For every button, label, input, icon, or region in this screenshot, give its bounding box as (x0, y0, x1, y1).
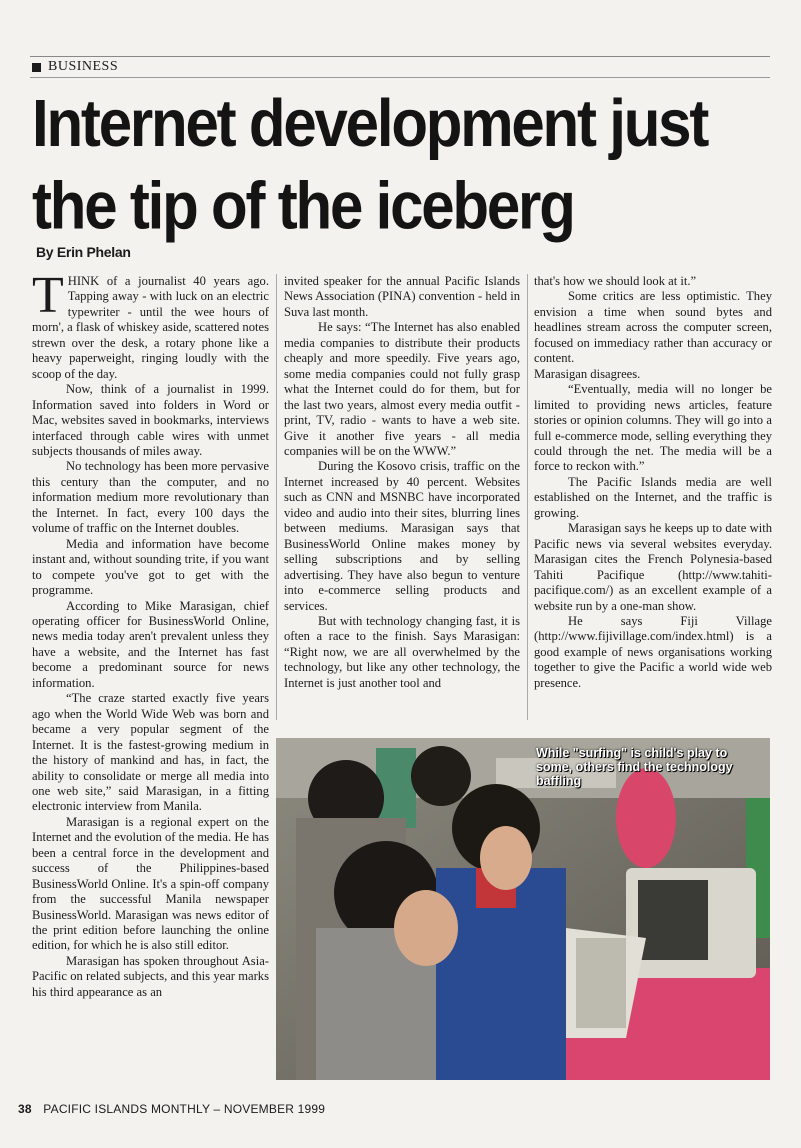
column-divider (276, 274, 277, 720)
article-paragraph: “The craze started exactly five years ago when the World Wide Web was born and became a very popular segment of the Internet. It is the fastest-growing medium in the history of mankind and has, in fact, the ability to consolidate or merge all media into one web site,” said Marasigan, in a fitting electronic interview from Manila. (32, 691, 269, 814)
section-rule (30, 77, 770, 78)
headline: Internet development just the tip of the iceberg (32, 85, 708, 244)
article-paragraph: But with technology changing fast, it is often a race to the finish. Says Marasigan: “Right now, we are all overwhelmed by the technology, but like any other technology, the Internet is just another tool and (284, 613, 520, 690)
article-paragraph: Marasigan is a regional expert on the Internet and the evolution of the media. He has been a central force in the development and success of the Philippines-based BusinessWorld Online. It's a spin-off company from the successful Manila newspaper BusinessWorld. Marasigan was news editor of the print edition before launching the online edition, for which he is also still editor. (32, 814, 269, 953)
column-divider (527, 274, 528, 720)
section-text: BUSINESS (48, 59, 119, 74)
article-paragraph: During the Kosovo crisis, traffic on the Internet increased by 40 percent. Websites such as CNN and MSNBC have incorporated video and audio into their sites, blurring lines between mediums. Marasigan says that BusinessWorld Online makes money by selling subscriptions and by selling advertising. They have also begun to venture into e-commerce selling products and services. (284, 459, 520, 613)
article-paragraph: He says Fiji Village (http://www.fijivillage.com/index.html) is a good example of news organisations working together to give the Pacific a world wide web presence. (534, 613, 772, 690)
article-paragraph: Some critics are less optimistic. They envision a time when sound bytes and headlines stream across the computer screen, focused on immediacy rather than accuracy or content. (534, 289, 772, 366)
article-paragraph: that's how we should look at it.” (534, 274, 697, 288)
article-paragraph: The Pacific Islands media are well established on the Internet, and the traffic is growing. (534, 474, 772, 520)
square-bullet-icon (32, 63, 41, 72)
article-paragraph: Media and information have become instant and, without sounding trite, if you want to compete you've got to get with the programme. (32, 536, 269, 598)
article-paragraph: Now, think of a journalist in 1999. Information saved into folders in Word or Mac, websites saved in bookmarks, interviews interfaced through cable wires with unmet subjects thousands of miles away. (32, 382, 269, 458)
section-label (32, 59, 118, 75)
article-paragraph: “Eventually, media will no longer be limited to providing news articles, feature stories or opinion columns. They will go into a full e-commerce mode, selling everything they could through the net. The media will be a force to reckon with.” (534, 382, 772, 474)
photo-caption: While "surfing" is child's play to some, others find the technology baffling (536, 746, 733, 788)
article-paragraph: THINK of a journalist 40 years ago. Tapping away - with luck on an electric typewriter - until the wee hours of morn', a flask of whiskey aside, scattered notes strewn over the desk, a rotary phone like a heavy paperweight, ringing loudly with the scoop of the day. (32, 267, 269, 381)
article-paragraph: invited speaker for the annual Pacific Islands News Association (PINA) convention - held in Suva last month. (284, 274, 520, 319)
article-column-1 (32, 267, 269, 1000)
article-column-3 (534, 274, 772, 691)
article-paragraph: Marasigan has spoken throughout Asia-Pacific on related subjects, and this year marks his third appearance as an (32, 953, 269, 999)
article-paragraph: No technology has been more pervasive this century than the computer, and no information medium more revolutionary than the Internet. In fact, every 100 days the volume of traffic on the Internet doubles. (32, 459, 269, 536)
article-column-2 (284, 274, 520, 691)
article-paragraph: Marasigan says he keeps up to date with Pacific news via several websites everyday. Marasigan cites the French Polynesia-based Tahiti Pacifique (http://www.tahiti-pacifique.com/) as an excellent example of a website run by a one-man show. (534, 521, 772, 613)
top-rule (30, 56, 770, 57)
article-paragraph: He says: “The Internet has also enabled media companies to distribute their products cheaply and more speedily. Five years ago, some media companies could not fully grasp what the Internet could do for them, but for the last two years, almost every media outfit - print, TV, radio - wants to have a web site. Give it another five years - all media companies will be on the WWW.” (284, 320, 520, 458)
page-number: 38 (18, 1102, 32, 1116)
byline: By Erin Phelan (36, 244, 131, 260)
article-photo (276, 738, 770, 1080)
dropcap: T (32, 267, 64, 324)
photo-illustration (276, 738, 770, 1080)
page-footer (18, 1102, 325, 1116)
article-paragraph: Marasigan disagrees. (534, 366, 641, 381)
article-paragraph: According to Mike Marasigan, chief operating officer for BusinessWorld Online, news media today aren't prevalent unless they have a website, and the Internet has fast become a predominant source for news information. (32, 598, 269, 690)
publication-line: PACIFIC ISLANDS MONTHLY – NOVEMBER 1999 (43, 1102, 326, 1116)
